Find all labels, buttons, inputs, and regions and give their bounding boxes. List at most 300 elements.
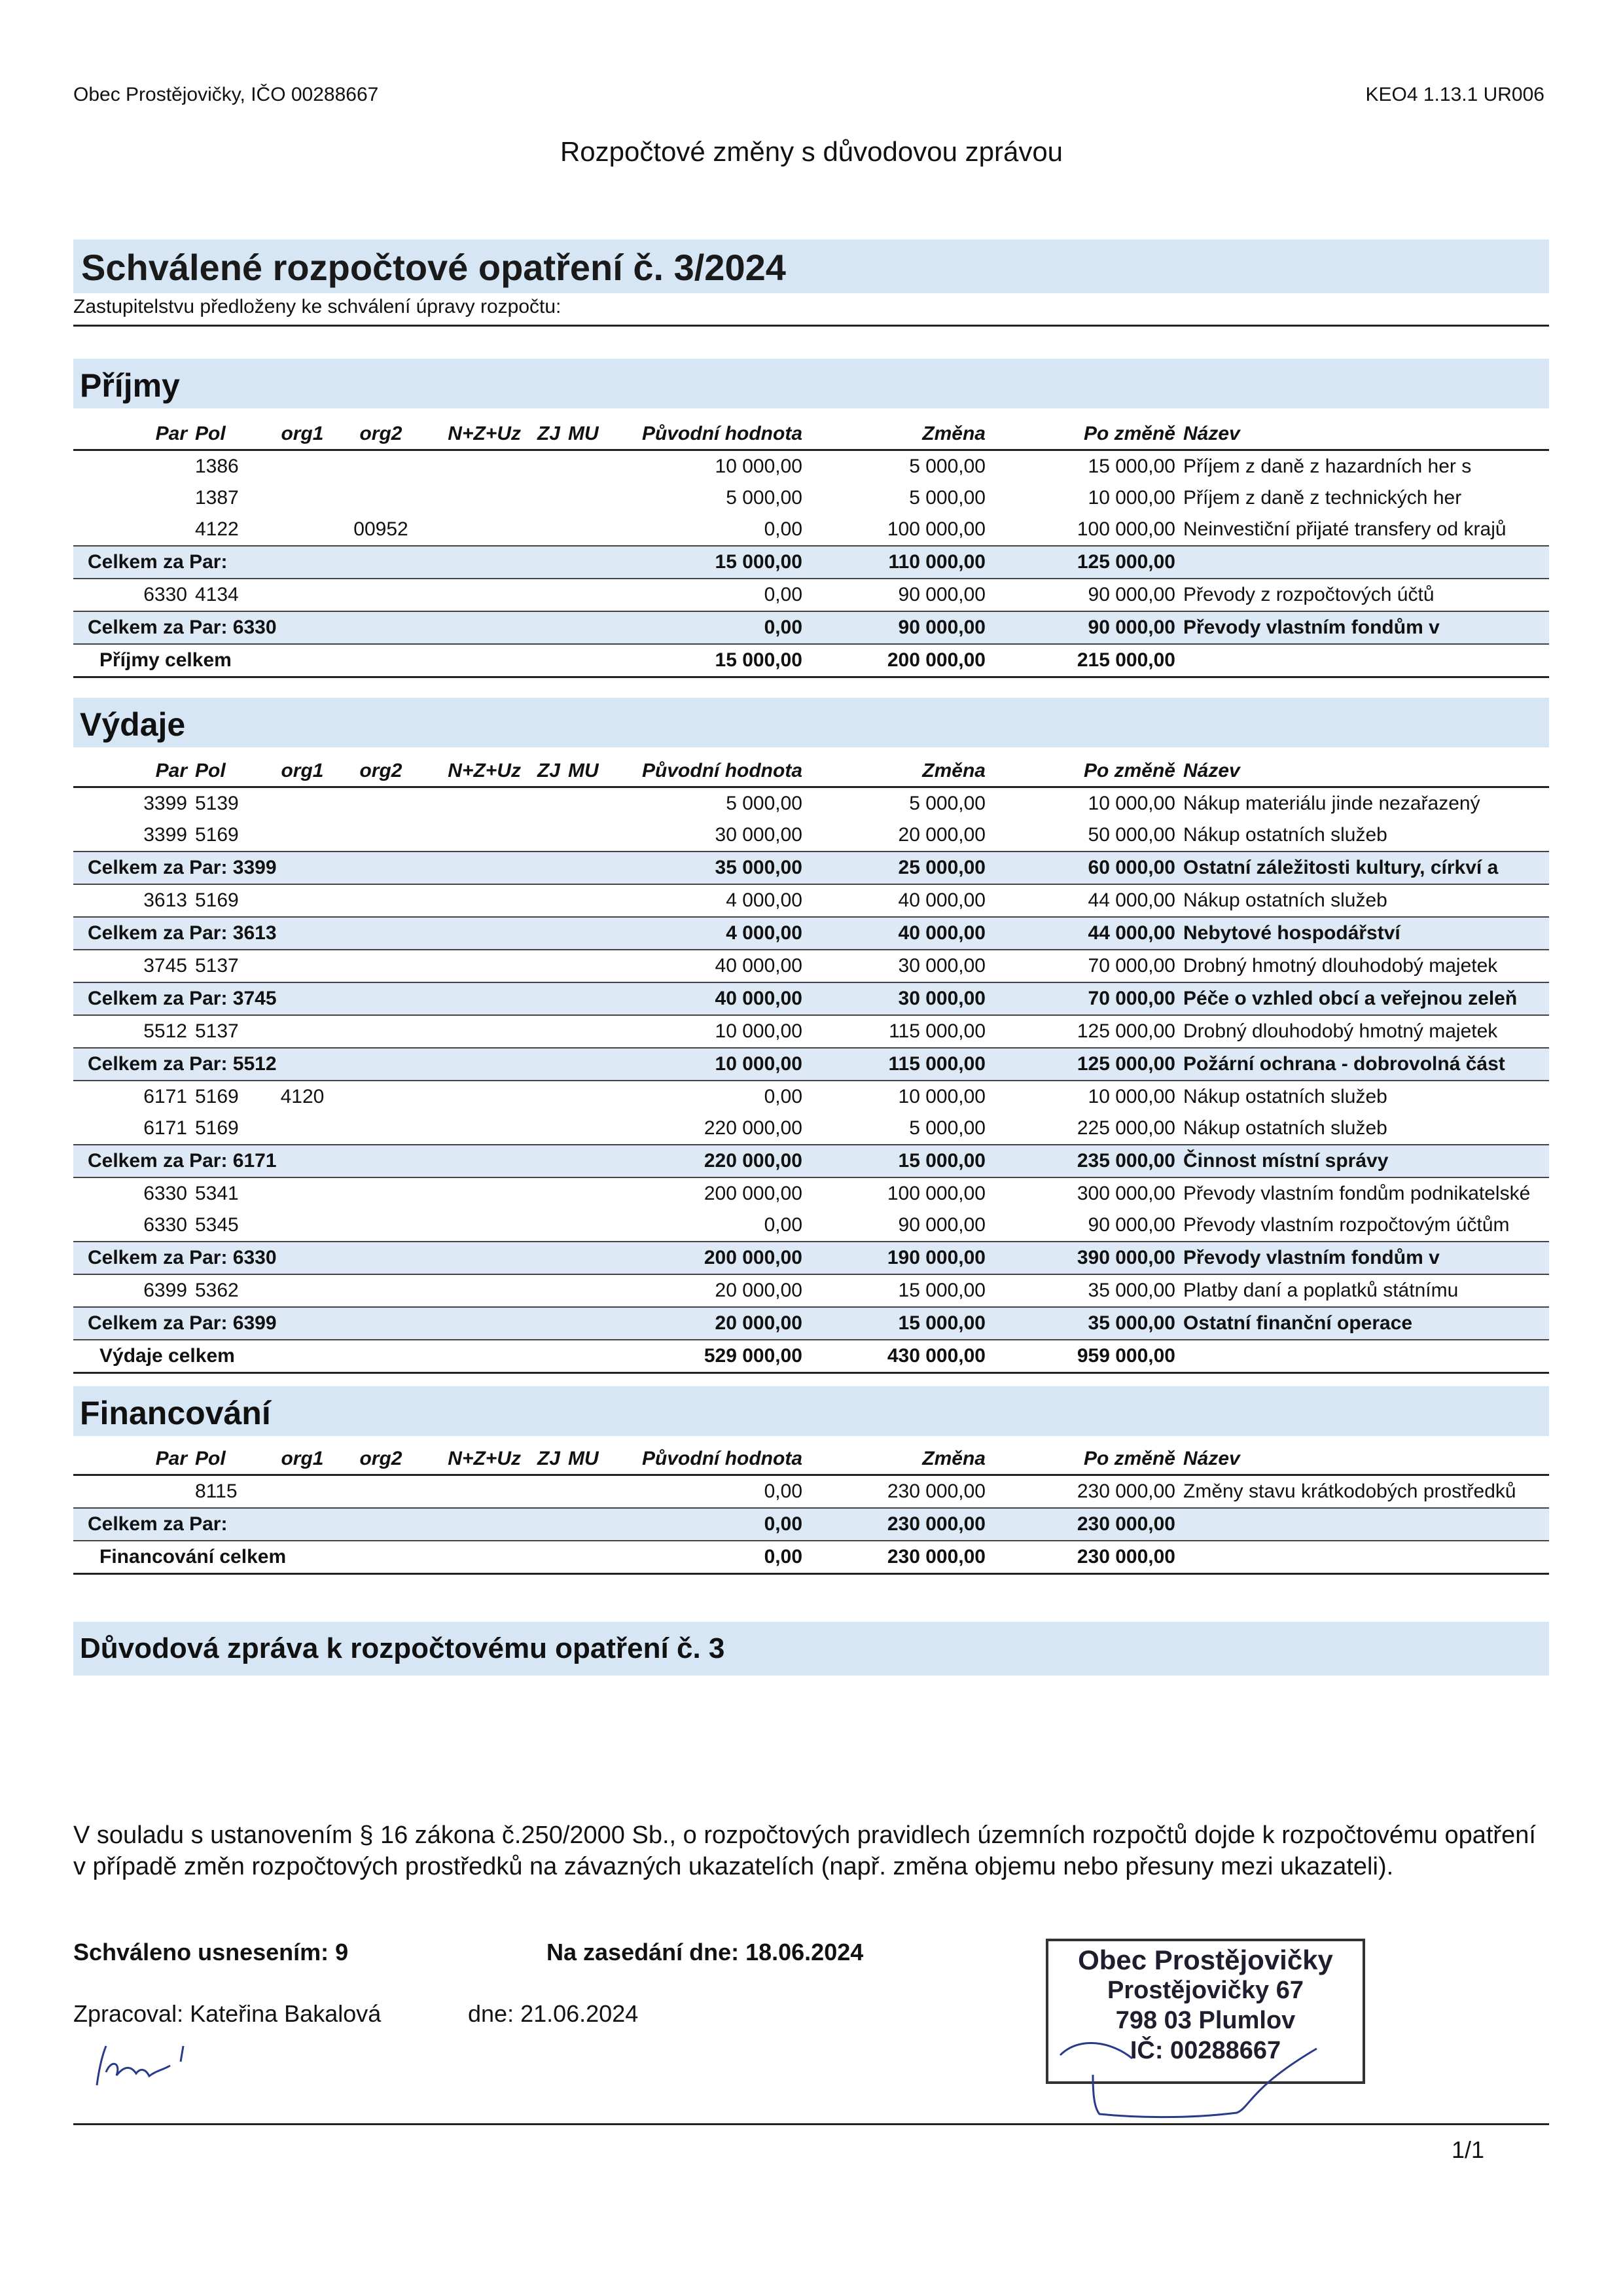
cell-org2	[342, 1475, 420, 1509]
cell-change: 90 000,00	[898, 584, 986, 605]
cell-pol: 5341	[195, 1183, 239, 1204]
table-row	[73, 1210, 1549, 1242]
prepared-by: Zpracoval: Kateřina Bakalová	[73, 2000, 382, 2027]
cell-org1	[263, 1210, 342, 1242]
row-label: Celkem za Par: 3399	[73, 852, 610, 884]
cell-after-change: 15 000,00	[1088, 456, 1175, 477]
cell-par: 3613	[143, 889, 187, 911]
stamp-line-1: Obec Prostějovičky	[1078, 1945, 1333, 1975]
cell-change: 100 000,00	[887, 518, 986, 540]
cell-zj	[525, 1081, 564, 1113]
cell-original-value: 0,00	[610, 1541, 806, 1574]
cell-zj	[525, 1475, 564, 1509]
table-vydaje	[73, 756, 1549, 1374]
cell-change: 40 000,00	[806, 917, 990, 950]
table-header-row	[73, 419, 1549, 450]
header-report-code: KEO4 1.13.1 UR006	[1365, 84, 1544, 105]
column-header: ZJ	[525, 419, 564, 450]
cell-after-change: 10 000,00	[1088, 487, 1175, 509]
cell-name: Požární ochrana - dobrovolná část	[1179, 1048, 1549, 1081]
cell-name: Nákup materiálu jinde nezařazený	[1183, 793, 1480, 814]
cell-original-value: 0,00	[764, 1086, 802, 1107]
column-header: Původní hodnota	[610, 1444, 806, 1475]
subtotal-row	[73, 1145, 1549, 1177]
cell-zj	[525, 1015, 564, 1048]
table-row	[73, 819, 1549, 852]
cell-change: 15 000,00	[806, 1145, 990, 1177]
cell-change: 15 000,00	[898, 1280, 986, 1301]
cell-org2	[342, 1274, 420, 1307]
cell-org2	[342, 579, 420, 611]
cell-after-change: 44 000,00	[1088, 889, 1175, 911]
cell-org2	[342, 884, 420, 917]
row-label: Příjmy celkem	[73, 644, 610, 677]
cell-name: Příjem z daně z technických her	[1183, 487, 1462, 509]
cell-change: 30 000,00	[806, 982, 990, 1015]
cell-after-change: 215 000,00	[990, 644, 1179, 677]
document-title: Rozpočtové změny s důvodovou zprávou	[560, 136, 1063, 167]
table-header-row	[73, 756, 1549, 787]
handwritten-signature	[85, 2039, 203, 2098]
cell-original-value: 5 000,00	[726, 487, 802, 509]
table-header-row	[73, 1444, 1549, 1475]
cell-change: 90 000,00	[898, 1214, 986, 1236]
cell-mu	[564, 450, 610, 483]
row-label: Celkem za Par: 3745	[73, 982, 610, 1015]
table-row	[73, 450, 1549, 483]
table-row	[73, 1177, 1549, 1210]
cell-org2: 00952	[353, 518, 408, 540]
cell-original-value: 4 000,00	[726, 889, 802, 911]
cell-original-value: 5 000,00	[726, 793, 802, 814]
cell-par	[73, 450, 191, 483]
cell-after-change: 44 000,00	[990, 917, 1179, 950]
cell-zj	[525, 1274, 564, 1307]
cell-change: 100 000,00	[887, 1183, 986, 1204]
cell-after-change: 230 000,00	[990, 1541, 1179, 1574]
column-header: Změna	[806, 756, 990, 787]
cell-original-value: 10 000,00	[715, 456, 802, 477]
cell-pol: 5345	[195, 1214, 239, 1236]
cell-pol: 5137	[195, 955, 239, 977]
stamp-line-4: IČ: 00288667	[1130, 2037, 1281, 2064]
cell-original-value: 20 000,00	[610, 1307, 806, 1340]
cell-org1	[263, 1274, 342, 1307]
column-header: ZJ	[525, 756, 564, 787]
cell-change: 5 000,00	[909, 1117, 986, 1139]
cell-pol: 8115	[195, 1480, 238, 1502]
cell-nzuz	[420, 514, 525, 546]
cell-org1	[263, 1475, 342, 1509]
cell-change: 5 000,00	[909, 487, 986, 509]
reason-text: V souladu s ustanovením § 16 zákona č.250/2000 Sb., o rozpočtových pravidlech územních rozpočtů dojde k rozpočtovému opatření v případě změn rozpočtových prostředků na závazných ukazatelích (např. změna objemu nebo přesuny mezi ukazateli).	[73, 1821, 1536, 1880]
cell-after-change: 50 000,00	[1088, 824, 1175, 846]
cell-original-value: 200 000,00	[610, 1242, 806, 1274]
cell-pol: 4122	[195, 518, 239, 540]
column-header: Název	[1179, 756, 1549, 787]
cell-after-change: 230 000,00	[990, 1508, 1179, 1541]
cell-original-value: 15 000,00	[610, 644, 806, 677]
cell-original-value: 10 000,00	[715, 1020, 802, 1042]
column-header: Název	[1179, 1444, 1549, 1475]
row-label: Celkem za Par: 6330	[73, 611, 610, 644]
section-title-prijmy: Příjmy	[80, 367, 180, 404]
cell-mu	[564, 1177, 610, 1210]
cell-change: 190 000,00	[806, 1242, 990, 1274]
cell-nzuz	[420, 950, 525, 982]
column-header: ZJ	[525, 1444, 564, 1475]
cell-change: 230 000,00	[806, 1541, 990, 1574]
cell-after-change: 60 000,00	[990, 852, 1179, 884]
cell-mu	[564, 1015, 610, 1048]
cell-zj	[525, 787, 564, 820]
cell-name	[1179, 644, 1549, 677]
cell-change: 20 000,00	[898, 824, 986, 846]
table-financovani	[73, 1444, 1549, 1575]
cell-nzuz	[420, 450, 525, 483]
cell-nzuz	[420, 1475, 525, 1509]
cell-org1	[263, 787, 342, 820]
cell-name: Nákup ostatních služeb	[1183, 824, 1387, 846]
cell-original-value: 40 000,00	[715, 955, 802, 977]
subtotal-row	[73, 1307, 1549, 1340]
section-title-vydaje: Výdaje	[80, 706, 186, 743]
cell-zj	[525, 1113, 564, 1145]
table-row	[73, 1081, 1549, 1113]
cell-name: Převody vlastním fondům v	[1179, 1242, 1549, 1274]
cell-nzuz	[420, 1081, 525, 1113]
cell-after-change: 10 000,00	[1088, 793, 1175, 814]
cell-par: 6330	[143, 584, 187, 605]
cell-change: 200 000,00	[806, 644, 990, 677]
stamp-line-2: Prostějovičky 67	[1107, 1977, 1304, 2004]
main-title-band	[73, 240, 1549, 293]
column-header: Změna	[806, 419, 990, 450]
cell-par: 6171	[143, 1117, 187, 1139]
cell-after-change: 225 000,00	[1077, 1117, 1175, 1139]
cell-org1	[263, 482, 342, 514]
cell-after-change: 100 000,00	[1077, 518, 1175, 540]
cell-change: 115 000,00	[806, 1048, 990, 1081]
column-header: MU	[564, 756, 610, 787]
cell-mu	[564, 579, 610, 611]
row-label: Celkem za Par: 6399	[73, 1307, 610, 1340]
subtotal-row	[73, 1508, 1549, 1541]
cell-name: Příjem z daně z hazardních her s	[1183, 456, 1472, 477]
cell-original-value: 0,00	[764, 584, 802, 605]
cell-name: Nákup ostatních služeb	[1183, 1086, 1387, 1107]
cell-name: Činnost místní správy	[1179, 1145, 1549, 1177]
cell-after-change: 35 000,00	[1088, 1280, 1175, 1301]
cell-mu	[564, 884, 610, 917]
cell-after-change: 90 000,00	[1088, 584, 1175, 605]
cell-par	[73, 514, 191, 546]
cell-par	[73, 1475, 191, 1509]
cell-name: Změny stavu krátkodobých prostředků	[1183, 1480, 1516, 1502]
cell-after-change: 70 000,00	[990, 982, 1179, 1015]
section-band-vydaje	[73, 698, 1549, 747]
cell-change: 15 000,00	[806, 1307, 990, 1340]
cell-org1: 4120	[280, 1086, 325, 1107]
table-row	[73, 1015, 1549, 1048]
cell-org1	[263, 1015, 342, 1048]
cell-name: Neinvestiční přijaté transfery od krajů	[1183, 518, 1507, 540]
divider	[73, 325, 1549, 327]
cell-mu	[564, 1113, 610, 1145]
cell-name	[1179, 1541, 1549, 1574]
main-subtitle: Zastupitelstvu předloženy ke schválení úpravy rozpočtu:	[73, 296, 562, 317]
table-row	[73, 1113, 1549, 1145]
cell-original-value: 220 000,00	[610, 1145, 806, 1177]
cell-zj	[525, 1210, 564, 1242]
table-row	[73, 1475, 1549, 1509]
cell-zj	[525, 884, 564, 917]
column-header: Po změně	[990, 1444, 1179, 1475]
cell-par: 3745	[143, 955, 187, 977]
header-organization: Obec Prostějovičky, IČO 00288667	[73, 84, 379, 105]
cell-nzuz	[420, 1210, 525, 1242]
cell-nzuz	[420, 482, 525, 514]
cell-par	[73, 482, 191, 514]
column-header: Původní hodnota	[610, 756, 806, 787]
cell-after-change: 300 000,00	[1077, 1183, 1175, 1204]
cell-after-change: 125 000,00	[990, 1048, 1179, 1081]
table-row	[73, 514, 1549, 546]
cell-nzuz	[420, 579, 525, 611]
cell-change: 90 000,00	[806, 611, 990, 644]
approval-resolution: Schváleno usnesením: 9	[73, 1939, 349, 1965]
cell-change: 230 000,00	[806, 1508, 990, 1541]
cell-name: Drobný dlouhodobý hmotný majetek	[1183, 1020, 1498, 1042]
cell-zj	[525, 950, 564, 982]
cell-after-change: 125 000,00	[990, 546, 1179, 579]
cell-zj	[525, 819, 564, 852]
reason-title: Důvodová zpráva k rozpočtovému opatření č. 3	[80, 1632, 725, 1664]
table-prijmy	[73, 419, 1549, 678]
cell-org1	[263, 884, 342, 917]
cell-original-value: 0,00	[610, 1508, 806, 1541]
cell-pol: 5137	[195, 1020, 239, 1042]
column-header: org1	[263, 419, 342, 450]
column-header: Pol	[191, 1444, 263, 1475]
cell-name: Nákup ostatních služeb	[1183, 1117, 1387, 1139]
footer-divider	[73, 2123, 1549, 2125]
total-row	[73, 644, 1549, 677]
table-row	[73, 482, 1549, 514]
cell-org1	[263, 514, 342, 546]
column-header: Po změně	[990, 756, 1179, 787]
column-header: N+Z+Uz	[420, 756, 525, 787]
cell-org2	[342, 950, 420, 982]
column-header: org1	[263, 756, 342, 787]
column-header: org2	[342, 756, 420, 787]
row-label: Celkem za Par: 3613	[73, 917, 610, 950]
cell-name	[1179, 1340, 1549, 1373]
cell-nzuz	[420, 819, 525, 852]
cell-change: 10 000,00	[898, 1086, 986, 1107]
row-label: Celkem za Par: 5512	[73, 1048, 610, 1081]
cell-org2	[342, 787, 420, 820]
cell-change: 5 000,00	[909, 793, 986, 814]
total-row	[73, 1340, 1549, 1373]
cell-name: Platby daní a poplatků státnímu	[1183, 1280, 1459, 1301]
cell-par: 5512	[143, 1020, 187, 1042]
column-header: Po změně	[990, 419, 1179, 450]
table-row	[73, 884, 1549, 917]
row-label: Financování celkem	[73, 1541, 610, 1574]
cell-mu	[564, 819, 610, 852]
cell-change: 25 000,00	[806, 852, 990, 884]
cell-after-change: 390 000,00	[990, 1242, 1179, 1274]
cell-zj	[525, 1177, 564, 1210]
row-label: Celkem za Par:	[73, 1508, 610, 1541]
cell-pol: 4134	[195, 584, 239, 605]
row-label: Celkem za Par: 6330	[73, 1242, 610, 1274]
cell-mu	[564, 482, 610, 514]
cell-par: 6330	[143, 1214, 187, 1236]
cell-original-value: 30 000,00	[715, 824, 802, 846]
cell-original-value: 10 000,00	[610, 1048, 806, 1081]
cell-pol: 5169	[195, 824, 239, 846]
column-header: MU	[564, 419, 610, 450]
cell-change: 5 000,00	[909, 456, 986, 477]
column-header: Par	[73, 756, 191, 787]
cell-mu	[564, 1210, 610, 1242]
cell-nzuz	[420, 884, 525, 917]
cell-org2	[342, 1081, 420, 1113]
cell-name	[1179, 1508, 1549, 1541]
cell-original-value: 20 000,00	[715, 1280, 802, 1301]
cell-after-change: 90 000,00	[1088, 1214, 1175, 1236]
cell-pol: 5139	[195, 793, 239, 814]
cell-name: Péče o vzhled obcí a veřejnou zeleň	[1179, 982, 1549, 1015]
column-header: Původní hodnota	[610, 419, 806, 450]
cell-name: Převody vlastním fondům podnikatelské	[1183, 1183, 1531, 1204]
cell-par: 3399	[143, 824, 187, 846]
column-header: Pol	[191, 419, 263, 450]
cell-mu	[564, 787, 610, 820]
column-header: MU	[564, 1444, 610, 1475]
page-number: 1/1	[1451, 2136, 1484, 2163]
section-title-financovani: Financování	[80, 1395, 271, 1431]
cell-original-value: 15 000,00	[610, 546, 806, 579]
subtotal-row	[73, 1242, 1549, 1274]
column-header: Par	[73, 1444, 191, 1475]
cell-mu	[564, 1081, 610, 1113]
cell-name: Drobný hmotný dlouhodobý majetek	[1183, 955, 1498, 977]
cell-zj	[525, 450, 564, 483]
cell-original-value: 0,00	[610, 611, 806, 644]
row-label: Celkem za Par: 6171	[73, 1145, 610, 1177]
cell-change: 115 000,00	[889, 1020, 986, 1042]
column-header: Změna	[806, 1444, 990, 1475]
cell-name: Převody z rozpočtových účtů	[1183, 584, 1435, 605]
cell-org1	[263, 819, 342, 852]
cell-after-change: 70 000,00	[1088, 955, 1175, 977]
cell-mu	[564, 1274, 610, 1307]
cell-after-change: 125 000,00	[1077, 1020, 1175, 1042]
prepared-date: dne: 21.06.2024	[468, 2000, 639, 2027]
subtotal-row	[73, 917, 1549, 950]
cell-pol: 5169	[195, 1086, 239, 1107]
row-label: Výdaje celkem	[73, 1340, 610, 1373]
reason-band	[73, 1622, 1549, 1676]
table-row	[73, 787, 1549, 820]
cell-zj	[525, 482, 564, 514]
cell-original-value: 200 000,00	[704, 1183, 802, 1204]
cell-nzuz	[420, 1274, 525, 1307]
cell-after-change: 10 000,00	[1088, 1086, 1175, 1107]
subtotal-row	[73, 852, 1549, 884]
cell-after-change: 959 000,00	[990, 1340, 1179, 1373]
cell-org2	[342, 450, 420, 483]
total-row	[73, 1541, 1549, 1574]
cell-org1	[263, 1113, 342, 1145]
cell-change: 40 000,00	[898, 889, 986, 911]
column-header: N+Z+Uz	[420, 1444, 525, 1475]
cell-pol: 1386	[195, 456, 239, 477]
subtotal-row	[73, 982, 1549, 1015]
stamp-signature	[1054, 2036, 1329, 2134]
cell-original-value: 4 000,00	[610, 917, 806, 950]
cell-org1	[263, 579, 342, 611]
cell-original-value: 220 000,00	[704, 1117, 802, 1139]
table-row	[73, 579, 1549, 611]
main-title: Schválené rozpočtové opatření č. 3/2024	[81, 247, 786, 288]
cell-mu	[564, 1475, 610, 1509]
cell-pol: 5169	[195, 889, 239, 911]
column-header: Název	[1179, 419, 1549, 450]
cell-mu	[564, 950, 610, 982]
cell-after-change: 90 000,00	[990, 611, 1179, 644]
cell-zj	[525, 514, 564, 546]
cell-par: 6399	[143, 1280, 187, 1301]
cell-par: 6330	[143, 1183, 187, 1204]
cell-nzuz	[420, 787, 525, 820]
cell-zj	[525, 579, 564, 611]
cell-org1	[263, 950, 342, 982]
cell-original-value: 0,00	[764, 1214, 802, 1236]
subtotal-row	[73, 1048, 1549, 1081]
cell-org2	[342, 1210, 420, 1242]
cell-name: Nebytové hospodářství	[1179, 917, 1549, 950]
cell-pol: 5169	[195, 1117, 239, 1139]
table-row	[73, 1274, 1549, 1307]
section-band-prijmy	[73, 359, 1549, 408]
cell-name: Ostatní finanční operace	[1179, 1307, 1549, 1340]
subtotal-row	[73, 546, 1549, 579]
subtotal-row	[73, 611, 1549, 644]
cell-mu	[564, 514, 610, 546]
column-header: org2	[342, 419, 420, 450]
cell-org2	[342, 1177, 420, 1210]
cell-original-value: 40 000,00	[610, 982, 806, 1015]
cell-after-change: 235 000,00	[990, 1145, 1179, 1177]
cell-org1	[263, 1177, 342, 1210]
column-header: Par	[73, 419, 191, 450]
cell-name	[1179, 546, 1549, 579]
cell-after-change: 230 000,00	[1077, 1480, 1175, 1502]
cell-change: 30 000,00	[898, 955, 986, 977]
cell-original-value: 0,00	[764, 1480, 802, 1502]
approval-meeting-date: Na zasedání dne: 18.06.2024	[546, 1939, 864, 1965]
cell-org2	[342, 1113, 420, 1145]
cell-org2	[342, 819, 420, 852]
cell-par: 6171	[143, 1086, 187, 1107]
cell-nzuz	[420, 1177, 525, 1210]
cell-nzuz	[420, 1015, 525, 1048]
cell-name: Převody vlastním fondům v	[1179, 611, 1549, 644]
